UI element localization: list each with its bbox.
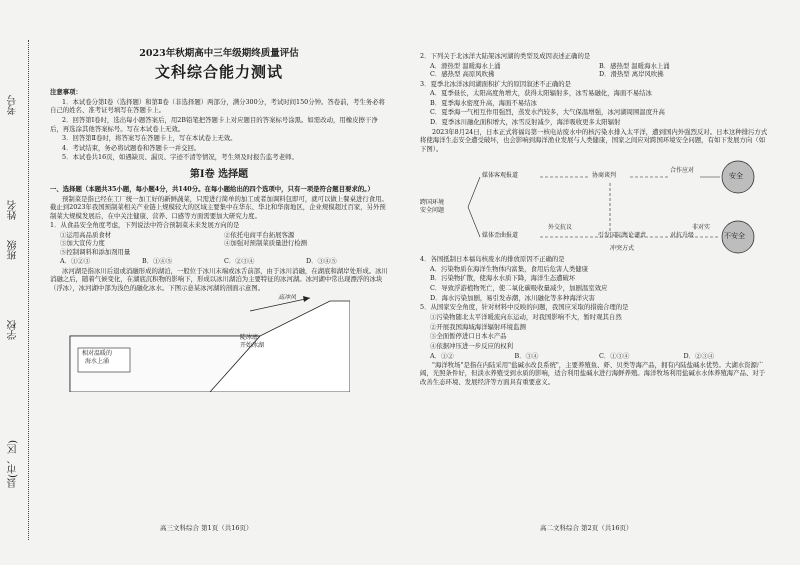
wind-arrow-head bbox=[303, 296, 310, 302]
note-item: 5．本试卷共16页，如遇缺页、漏页、字迹不清等情况，考生须及时报告监考老师。 bbox=[62, 153, 298, 162]
flow-line bbox=[468, 177, 480, 207]
section-instructions: 一、选择题（本题共35小题，每小题4分，共140分。在每小题给出的四个选项中，只有一项是符合题目要求的。） bbox=[50, 185, 374, 194]
q5-item: ②开展我国海域海洋辐射环境监测 bbox=[430, 322, 526, 331]
flow-unsafe: 不安全 bbox=[724, 232, 745, 241]
q2-option-a: A．滑热型 温暖海水上涌 bbox=[430, 61, 501, 70]
school-label: 学校 bbox=[8, 320, 19, 340]
q5-option-c: C．①③④ bbox=[599, 351, 630, 360]
q1-item: ③加大宣传力度 bbox=[60, 239, 105, 248]
q1-item: ②依托电商平台拓展客源 bbox=[224, 230, 295, 239]
q1-option-b: B．①④⑤ bbox=[142, 257, 173, 266]
wind-label: 高冲风 bbox=[278, 294, 297, 302]
flow-confront: 非对实 bbox=[692, 224, 711, 232]
q1-item: ①运用高品质食材 bbox=[60, 230, 112, 239]
note-item: 4．考试结束，务必将试题卷和答题卡一并交回。 bbox=[62, 143, 201, 152]
notes-heading: 注意事项： bbox=[50, 88, 82, 97]
ice-lake-figure bbox=[50, 296, 350, 392]
exam-subtitle: 2023年秋期高中三年级期终质量评估 bbox=[139, 48, 299, 59]
flow-protest: 外交抗议 bbox=[548, 224, 573, 232]
exam-title: 文科综合能力测试 bbox=[154, 62, 283, 81]
question-1-options bbox=[60, 257, 388, 265]
q5-option-a: A．①② bbox=[430, 351, 454, 360]
q4-option-c: C．导致浮游植物死亡，使二氧化碳吸收量减少，加剧温室效应 bbox=[430, 284, 608, 293]
warm-water-label: 相对温暖的 海水上涌 bbox=[82, 350, 113, 365]
passage-prepared-food: 预制菜是指已经在工厂统一加工好的新鲜蔬菜，只需进行简单的加工或者加调料包即可，就可以做上餐桌进行食用。截止到2023年我国预制菜相关产业链上规模较大的区域主要集中在华东、华北和华南地区，企业规模超过百家，另外预制菜大规模发展后，在中关注健康、营养、口感等方面需要加大研究力度。 bbox=[50, 194, 388, 220]
name-label: 姓名 bbox=[8, 200, 19, 220]
q5-item: ①污染物随北太平洋暖流向东运动，对我国影响不大，暂时观其自然 bbox=[430, 312, 622, 321]
question-1-items bbox=[60, 231, 388, 256]
q5-option-d: D．②③④ bbox=[683, 351, 715, 360]
flow-media-distorted: 媒体歪曲报道 bbox=[482, 232, 519, 240]
exam-number-label: 考号 bbox=[8, 95, 19, 115]
flow-line bbox=[468, 207, 480, 237]
left-column bbox=[50, 48, 388, 395]
q4-option-d: D．海水污染加剧，易引发赤潮，冰川融化等多种海洋灾害 bbox=[430, 293, 595, 302]
passage-ice-lake: 冰河湖是指冰川后退或消融形成的湖泊，一般位于冰川末端或冰舌前部，由于冰川消融，在湖底和湖岸处形成。冰川消融之后，随着气候变化，在湖底沉积物的影响下，形成以冰川湖泊为主要特征的冰河湖。冰河湖中常出现漂浮的冰块（浮冰），冰河湖中部为浅色的融化冰水。下图示意某冰河湖的剖面示意图。 bbox=[50, 266, 388, 292]
q1-option-c: C．②③④ bbox=[224, 257, 255, 266]
flow-cooperation: 合作应对 bbox=[670, 167, 695, 175]
q2-option-b: B．感热型 温暖海水上涌 bbox=[599, 61, 670, 70]
q1-option-d: D．③④⑤ bbox=[306, 257, 337, 266]
passage-marine-ranch: "海洋牧场"是指在内陆采用"盐碱水改良系统"，主要养殖鱼、虾、贝类等海产品，拥有内陆盐碱水优势。大湖水资源广阔，光照条件好，但淡水养殖受到水质的影响，适合利用盐碱水进行海鲜养殖。海洋牧场利用盐碱水水体养殖海产品、对于改善生态环境、发展经济等方面具有重要意义。 bbox=[420, 360, 766, 386]
question-1: 1．从食品安全角度考虑，下列说法中符合预制菜未来发展方向的是 bbox=[50, 221, 240, 230]
cut-line bbox=[28, 40, 29, 540]
q1-item: ⑤控制调料和添加剂用量 bbox=[60, 247, 131, 256]
county-label: 县(市、区) bbox=[8, 440, 19, 488]
security-flow-diagram bbox=[420, 159, 768, 255]
page-footer-1: 高三文科综合 第1页（共16页） bbox=[160, 524, 253, 532]
q5-item: ④依据冲压进一步反应的权利 bbox=[430, 341, 514, 350]
flow-negotiation: 协商谈判 bbox=[592, 172, 617, 180]
question-5: 5．从国家安全角度，针对材料中反映的问题，我国应采取的措施合理的是 bbox=[420, 303, 629, 312]
question-2-options bbox=[430, 62, 768, 79]
passage-fukushima: 2023年8月24日，日本正式将福岛第一核电站废水中的核污染水排入太平洋，遭到国内外强烈反对。日本这种排污方式将使海洋生态安全遭受破坏，也会影响到海洋渔业发展与人类健康，国家之间应对跨国环境安全问题，有如下发展方向（如下图）。 bbox=[420, 127, 768, 153]
ice-label: 陡冰底 开始冰湖 bbox=[240, 334, 265, 349]
note-item: 1．本试卷分第Ⅰ卷（选择题）和第Ⅱ卷（非选择题）两部分，满分300分，考试时间150分钟。答卷前，考生务必将自己的姓名、准考证号填写在答题卡上。 bbox=[50, 97, 385, 115]
flow-start: 跨国环境 安全问题 bbox=[420, 199, 445, 215]
page-footer-2: 高二文科综合 第2页（共16页） bbox=[540, 524, 633, 532]
flow-safe: 安全 bbox=[729, 172, 743, 181]
q4-option-b: B．污染物扩散，使海水水质下降，海洋生态遭破坏 bbox=[430, 274, 576, 283]
question-3: 3．夏季北冰洋冰间湖面积扩大的原因叙述不正确的是 bbox=[420, 79, 572, 88]
note-item: 2．回答第Ⅰ卷时，选出每小题答案后，用2B铅笔把答题卡上对应题目的答案标号涂黑。如需改动，用橡皮擦干净后，再选涂其他答案标号。写在本试卷上无效。 bbox=[50, 116, 378, 133]
q5-option-b: B．③④ bbox=[514, 351, 539, 360]
question-2: 2．下列关于北冰洋大陆架冰河湖的类型及成因表述正确的是 bbox=[420, 52, 591, 60]
q4-option-a: A．污染物质在海洋生物体内富集，食用后危害人类健康 bbox=[430, 264, 588, 273]
q2-option-c: C．感热型 高原风吹拂 bbox=[430, 70, 495, 79]
q2-option-d: D．滑热型 离岸风吹拂 bbox=[599, 70, 664, 79]
q3-option-b: B．夏季海水密度升高，海面不易结冰 bbox=[430, 98, 537, 107]
q3-option-d: D．夏季冰川融化面积增大，冰雪反射减少，海洋吸收更多太阳辐射 bbox=[430, 118, 621, 127]
question-5-options bbox=[430, 352, 768, 360]
right-column bbox=[420, 52, 768, 388]
flow-media-objective: 媒体客观报道 bbox=[482, 172, 519, 180]
class-label: 班级 bbox=[8, 240, 19, 260]
flow-conflict: 冲突方式 bbox=[610, 245, 635, 253]
q5-item: ③全面暂停进口日本水产品 bbox=[430, 332, 507, 341]
q3-option-c: C．夏季海一气相互作用强烈，蒸发水汽较多，大气保温增强，冰河湖周围温度升高 bbox=[430, 108, 665, 117]
ice-lake-diagram bbox=[50, 296, 388, 392]
q3-option-a: A．夏季昼长，太阳高度角增大，获得太阳辐射多，冰雪易融化，海面不易结冰 bbox=[430, 89, 652, 98]
flow-escalation: 对抗升级 bbox=[670, 232, 695, 240]
q1-item: ④加强对预制菜质量进行检测 bbox=[224, 239, 308, 248]
question-4: 4．各国抵制日本福岛核废水的排放原因不正确的是 bbox=[420, 255, 565, 264]
q1-option-a: A．①②③ bbox=[60, 257, 91, 266]
flow-condemnation: 引发国际舆论谴责 bbox=[598, 232, 647, 240]
note-item: 3．回答第Ⅱ卷时，将答案写在答题卡上，写在本试卷上无效。 bbox=[62, 134, 237, 143]
section-heading: 第Ⅰ卷 选择题 bbox=[189, 168, 249, 180]
binding-sidebar bbox=[0, 0, 30, 565]
